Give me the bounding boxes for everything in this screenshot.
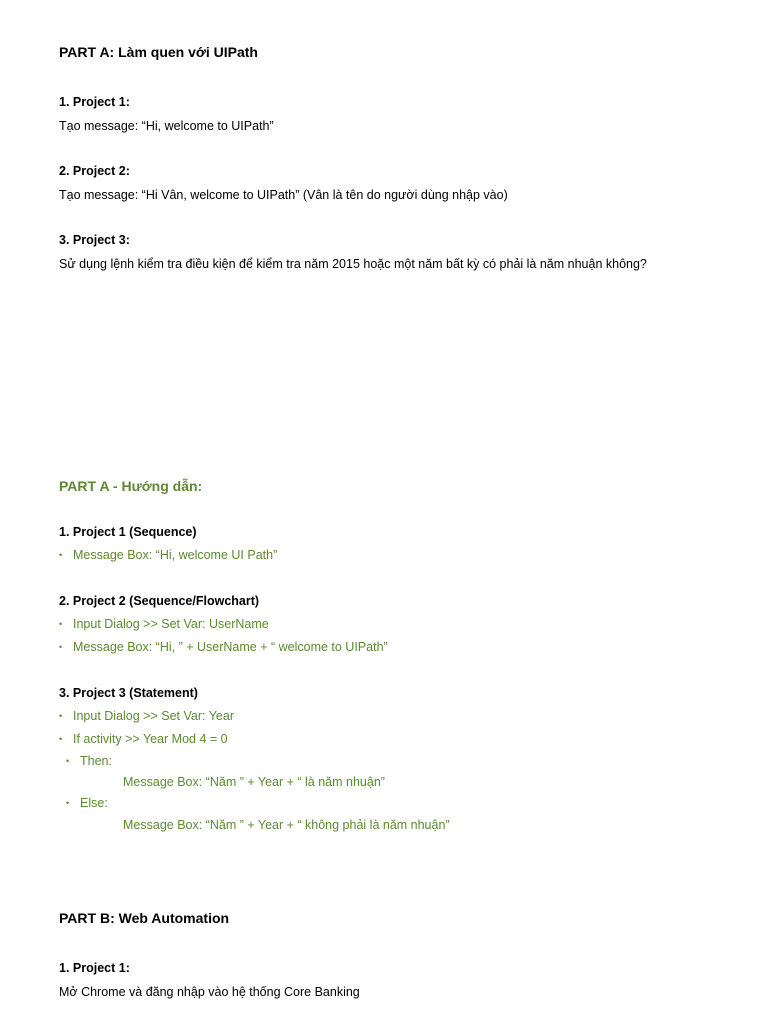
then-message-box: Message Box: “Năm ” + Year + “ là năm nhuận” bbox=[123, 775, 385, 789]
bullet-icon: • bbox=[66, 756, 70, 766]
guide-project-3-then bbox=[66, 753, 666, 769]
guide-project-3-bullet-1 bbox=[59, 708, 659, 724]
part-a-project-3-title: 3. Project 3: bbox=[59, 233, 130, 247]
part-a-project-2-title: 2. Project 2: bbox=[59, 164, 130, 178]
then-label: Then: bbox=[80, 754, 112, 768]
guide-title: PART A - Hướng dẫn: bbox=[59, 478, 203, 494]
part-b-project-1-title: 1. Project 1: bbox=[59, 961, 130, 975]
bullet-icon: • bbox=[59, 619, 63, 629]
bullet-text: If activity >> Year Mod 4 = 0 bbox=[73, 732, 228, 746]
else-message-box: Message Box: “Năm ” + Year + “ không phải là năm nhuận” bbox=[123, 818, 450, 832]
guide-project-1-title: 1. Project 1 (Sequence) bbox=[59, 525, 197, 539]
bullet-text: Message Box: “Hi, welcome UI Path” bbox=[73, 548, 278, 562]
part-a-project-2-text: Tạo message: “Hi Vân, welcome to UIPath” (Vân là tên do người dùng nhập vào) bbox=[59, 188, 508, 202]
guide-project-2-title: 2. Project 2 (Sequence/Flowchart) bbox=[59, 594, 260, 608]
part-b-project-1-text: Mở Chrome và đăng nhập vào hệ thống Core Banking bbox=[59, 985, 360, 999]
bullet-icon: • bbox=[59, 734, 63, 744]
guide-project-3-else bbox=[66, 795, 666, 811]
part-a-project-1-title: 1. Project 1: bbox=[59, 95, 130, 109]
bullet-text: Input Dialog >> Set Var: Year bbox=[73, 709, 234, 723]
bullet-icon: • bbox=[59, 642, 63, 652]
bullet-icon: • bbox=[59, 550, 63, 560]
part-b-title: PART B: Web Automation bbox=[59, 910, 230, 926]
guide-project-2-bullet-2 bbox=[59, 639, 659, 655]
guide-project-3-title: 3. Project 3 (Statement) bbox=[59, 686, 198, 700]
bullet-icon: • bbox=[66, 798, 70, 808]
part-a-project-3-text: Sử dụng lệnh kiểm tra điều kiện để kiểm tra năm 2015 hoặc một năm bất kỳ có phải là năm nhuận không? bbox=[59, 257, 647, 271]
bullet-text: Input Dialog >> Set Var: UserName bbox=[73, 617, 269, 631]
bullet-icon: • bbox=[59, 711, 63, 721]
part-a-title: PART A: Làm quen với UIPath bbox=[59, 44, 258, 60]
guide-project-3-bullet-2 bbox=[59, 731, 659, 747]
else-label: Else: bbox=[80, 796, 108, 810]
guide-project-1-bullet-1 bbox=[59, 547, 659, 563]
guide-project-2-bullet-1 bbox=[59, 616, 659, 632]
bullet-text: Message Box: “Hi, ” + UserName + “ welcome to UIPath” bbox=[73, 640, 388, 654]
part-a-project-1-text: Tạo message: “Hi, welcome to UIPath” bbox=[59, 119, 274, 133]
